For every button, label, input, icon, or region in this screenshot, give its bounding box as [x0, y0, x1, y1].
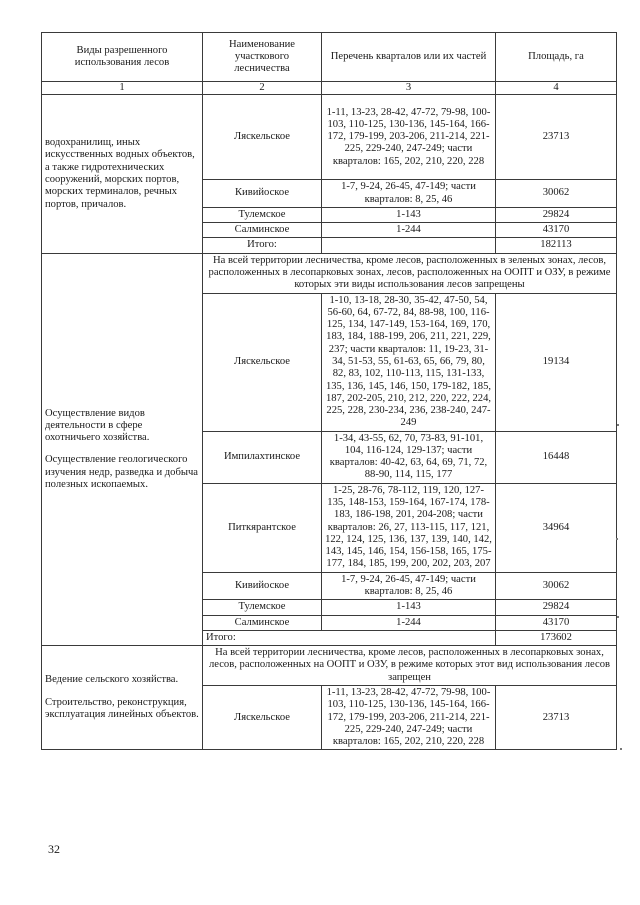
forestry-name: Салминское	[203, 615, 322, 630]
quarters-list: 1-7, 9-24, 26-45, 47-149; части кварталов: 8, 25, 46	[322, 572, 496, 600]
use-type-cell	[42, 253, 203, 645]
area-value: 16448	[496, 431, 617, 483]
column-number-row	[42, 82, 617, 95]
forestry-name: Кивийоское	[203, 572, 322, 600]
forestry-name: Ляскельское	[203, 685, 322, 749]
restriction-note: На всей территории лесничества, кроме лесов, расположенных в зеленых зонах, лесов, расположенных в лесопарковых зонах, лесов, расположенных на ООПТ и ОЗУ, в режиме которых эти виды использования лесов запрещены	[203, 253, 617, 293]
forestry-name: Тулемское	[203, 207, 322, 222]
quarters-list: 1-11, 13-23, 28-42, 47-72, 79-98, 100-103, 110-125, 130-136, 145-164, 166-172, 179-199, 203-206, 211-214, 221-225, 229-240, 247-249; части кварталов: 165, 202, 210, 220, 228	[322, 95, 496, 180]
column-number: 2	[203, 82, 322, 95]
area-value: 23713	[496, 95, 617, 180]
use-type-text: Осуществление геологического изучения недр, разведка и добыча полезных ископаемых.	[45, 454, 198, 490]
forest-use-table	[41, 32, 617, 750]
use-type-cell	[42, 95, 203, 253]
use-type-text: водохранилищ, иных искусственных водных объектов, а также гидротехнических сооружений, морских портов, морских терминалов, речных портов, причалов.	[45, 137, 195, 210]
use-type-text: Строительство, реконструкция, эксплуатация линейных объектов.	[45, 696, 199, 720]
scan-speck	[617, 424, 619, 426]
area-value: 43170	[496, 615, 617, 630]
area-value: 29824	[496, 207, 617, 222]
header-quarters-list: Перечень кварталов или их частей	[322, 33, 496, 82]
area-value: 30062	[496, 572, 617, 600]
quarters-list: 1-244	[322, 615, 496, 630]
header-forestry-name: Наименование участкового лесничества	[203, 33, 322, 82]
table-row	[42, 253, 617, 293]
use-type-text: Осуществление видов деятельности в сфере охотничьего хозяйства.	[45, 407, 150, 444]
area-value: 30062	[496, 180, 617, 208]
table-header-row	[42, 33, 617, 82]
forestry-name: Импилахтинское	[203, 431, 322, 483]
scan-speck	[617, 616, 619, 618]
header-use-type: Виды разрешенного использования лесов	[42, 33, 203, 82]
quarters-list: 1-7, 9-24, 26-45, 47-149; части кварталов: 8, 25, 46	[322, 180, 496, 208]
total-label: Итого:	[203, 238, 322, 253]
quarters-list: 1-11, 13-23, 28-42, 47-72, 79-98, 100-103, 110-125, 130-136, 145-164, 166-172, 179-199, 203-206, 211-214, 221-225, 229-240, 247-249; части кварталов: 165, 202, 210, 220, 228	[322, 685, 496, 749]
column-number: 1	[42, 82, 203, 95]
forestry-name: Тулемское	[203, 600, 322, 615]
column-number: 4	[496, 82, 617, 95]
quarters-list: 1-34, 43-55, 62, 70, 73-83, 91-101, 104, 116-124, 129-137; части кварталов: 40-42, 63, 64, 69, 71, 72, 88-90, 114, 115, 177	[322, 431, 496, 483]
scan-speck	[616, 538, 618, 540]
area-value: 43170	[496, 223, 617, 238]
quarters-list: 1-244	[322, 223, 496, 238]
total-value: 173602	[496, 630, 617, 645]
use-type-text: Ведение сельского хозяйства.	[45, 674, 179, 686]
scan-speck	[620, 748, 622, 750]
area-value: 29824	[496, 600, 617, 615]
forestry-name: Ляскельское	[203, 293, 322, 431]
area-value: 23713	[496, 685, 617, 749]
total-empty	[322, 238, 496, 253]
forestry-name: Питкярантское	[203, 483, 322, 572]
forestry-name: Салминское	[203, 223, 322, 238]
quarters-list: 1-143	[322, 600, 496, 615]
quarters-list: 1-10, 13-18, 28-30, 35-42, 47-50, 54, 56-60, 64, 67-72, 84, 88-98, 100, 116-125, 134, 147-149, 153-164, 169, 170, 183, 184, 188-199, 206, 211, 221, 229, 237; части кварталов: 11, 19-23, 31-34, 51-53, 55, 61-63, 65, 66, 79, 80, 82, 83, 102, 110-113, 115, 131-133, 135, 136, 145, 146, 150, 179-182, 185, 187, 202-205, 210, 212, 220, 222, 224, 225, 228, 230-234, 236, 238-240, 247-249	[322, 293, 496, 431]
forestry-name: Кивийоское	[203, 180, 322, 208]
area-value: 34964	[496, 483, 617, 572]
column-number: 3	[322, 82, 496, 95]
total-label: Итого:	[203, 630, 496, 645]
table-row	[42, 95, 617, 180]
area-value: 19134	[496, 293, 617, 431]
total-value: 182113	[496, 238, 617, 253]
quarters-list: 1-25, 28-76, 78-112, 119, 120, 127-135, 148-153, 159-164, 167-174, 178-183, 186-198, 201, 204-208; части кварталов: 26, 27, 113-115, 117, 121, 122, 124, 125, 136, 137, 139, 140, 142, 143, 145, 146, 154, 156-158, 165, 175-177, 184, 185, 199, 200, 202, 203, 207	[322, 483, 496, 572]
table-row	[42, 646, 617, 686]
quarters-list: 1-143	[322, 207, 496, 222]
use-type-cell	[42, 646, 203, 750]
restriction-note: На всей территории лесничества, кроме лесов, расположенных в лесопарковых зонах, лесов, расположенных на ООПТ и ОЗУ, в режиме которых этот вид использования лесов запрещен	[203, 646, 617, 686]
page-number: 32	[48, 842, 60, 856]
forestry-name: Ляскельское	[203, 95, 322, 180]
header-area: Площадь, га	[496, 33, 617, 82]
